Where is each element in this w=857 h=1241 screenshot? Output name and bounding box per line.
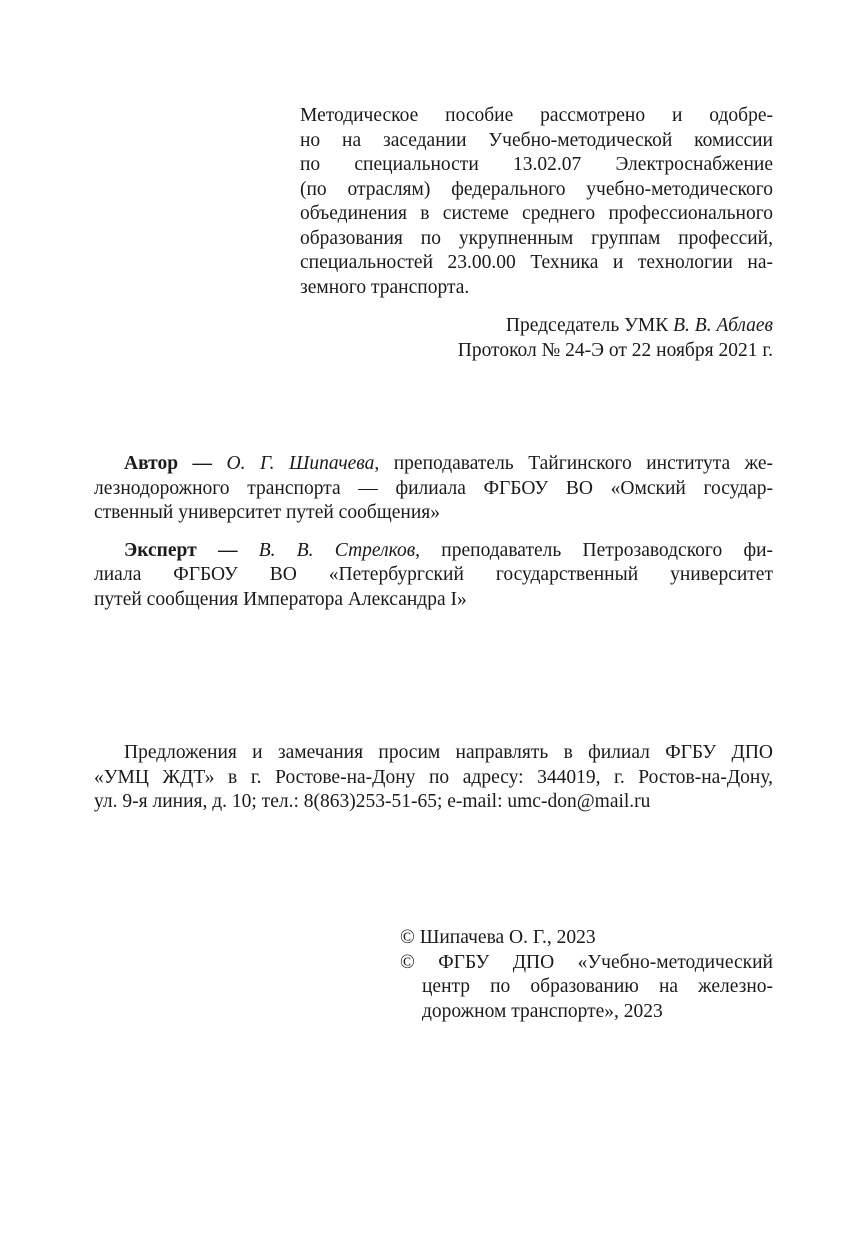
chair-line <box>458 314 773 339</box>
copyright-publisher-line: центр по образованию на железно- <box>422 976 773 997</box>
copyright-publisher-line: дорожном транспорте», 2023 <box>422 1000 663 1022</box>
protocol-line: Протокол № 24-Э от 22 ноября 2021 г. <box>457 339 773 361</box>
approval-statement <box>300 104 773 300</box>
expert-label: Эксперт <box>124 539 197 561</box>
expert-paragraph <box>94 539 773 613</box>
author-label: Автор <box>124 453 179 474</box>
author-line: ственный университет путей сообщения» <box>94 502 441 523</box>
expert-line: Эксперт — В. В. Стрелков, преподаватель Петрозаводского фи- <box>124 539 774 561</box>
approval-line: Методическое пособие рассмотрено и одобре- <box>300 105 773 126</box>
approval-line: но на заседании Учебно-методической комиссии <box>300 129 773 151</box>
approval-line: объединения в системе среднего профессионального <box>300 203 773 224</box>
author-line: Автор — О. Г. Шипачева, преподаватель Тайгинского института же- <box>124 453 773 474</box>
expert-line: путей сообщения Императора Александра I» <box>94 588 467 610</box>
author-paragraph <box>94 452 773 526</box>
approval-signoff <box>458 314 773 363</box>
approval-line: образования по укрупненным группам профессий, <box>300 227 773 249</box>
approval-line: земного транспорта. <box>300 276 470 298</box>
approval-line: по специальности 13.02.07 Электроснабжение <box>300 154 773 175</box>
contacts-line: «УМЦ ЖДТ» в г. Ростове-на-Дону по адресу: 344019, г. Ростов-на-Дону, <box>94 766 773 788</box>
author-line: лезнодорожного транспорта — филиала ФГБОУ ВО «Омский государ- <box>94 477 773 499</box>
expert-name: В. В. Стрелков <box>258 539 416 561</box>
contacts-line: Предложения и замечания просим направлять в филиал ФГБУ ДПО <box>124 742 773 763</box>
author-name: О. Г. Шипачева <box>226 453 375 474</box>
chair-name: В. В. Аблаев <box>673 315 773 336</box>
contacts-line: ул. 9-я линия, д. 10; тел.: 8(863)253-51-65; e-mail: umc-don@mail.ru <box>94 791 651 812</box>
approval-line: (по отраслям) федерального учебно-методического <box>300 178 773 200</box>
chair-label: Председатель УМК <box>505 315 669 336</box>
credits-section <box>94 452 773 612</box>
contacts-paragraph <box>94 741 773 815</box>
expert-line: лиала ФГБОУ ВО «Петербургский государственный университет <box>94 564 773 585</box>
copyright-section <box>400 926 773 1024</box>
copyright-author: © Шипачева О. Г., 2023 <box>400 927 596 948</box>
approval-line: специальностей 23.00.00 Техника и технологии на- <box>300 252 773 273</box>
copyright-publisher: © ФГБУ ДПО «Учебно-методический <box>400 951 773 973</box>
